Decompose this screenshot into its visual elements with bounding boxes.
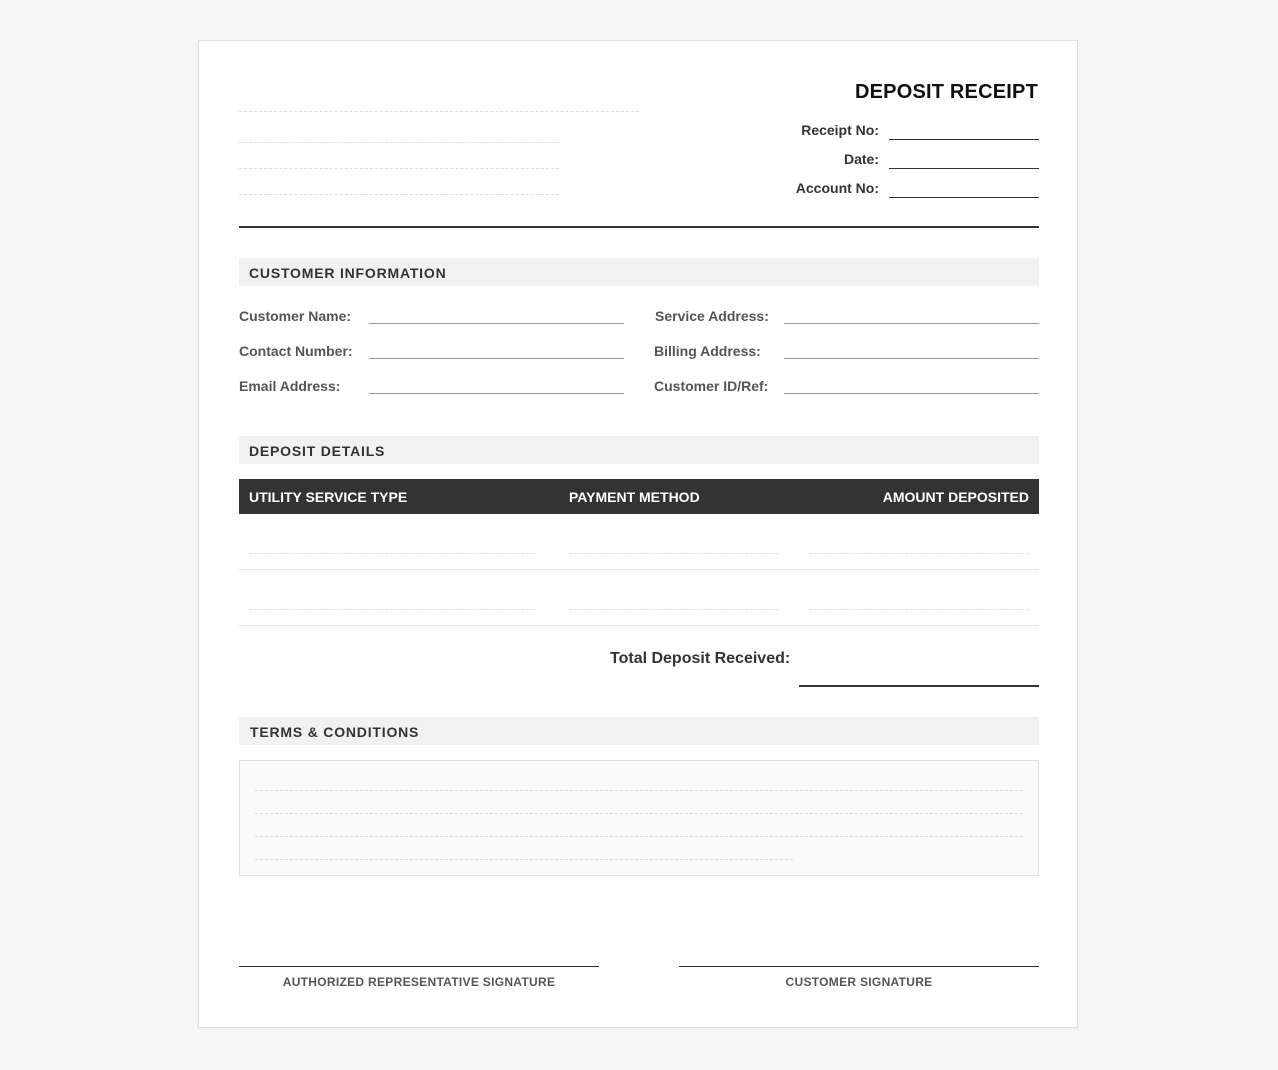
contact-number-field[interactable] xyxy=(369,358,624,359)
terms-text-area[interactable] xyxy=(239,760,1039,876)
table-row-divider xyxy=(239,569,1039,570)
customer-id-label: Customer ID/Ref: xyxy=(654,378,769,394)
customer-name-label: Customer Name: xyxy=(239,308,352,324)
customer-id-field[interactable] xyxy=(784,393,1039,394)
terms-heading-bar xyxy=(239,717,1039,745)
customer-info-heading-bar xyxy=(239,258,1039,286)
terms-line xyxy=(255,859,793,860)
date-label: Date: xyxy=(843,151,879,167)
row2-payment-method-field[interactable] xyxy=(569,609,778,610)
customer-signature-label: CUSTOMER SIGNATURE xyxy=(785,975,933,989)
email-address-field[interactable] xyxy=(369,393,624,394)
account-no-label: Account No: xyxy=(795,180,879,196)
company-name-line[interactable] xyxy=(239,111,639,112)
terms-line xyxy=(255,836,1023,837)
deposit-details-heading-bar xyxy=(239,436,1039,464)
total-deposit-field[interactable] xyxy=(799,685,1039,687)
col-utility-service-type: UTILITY SERVICE TYPE xyxy=(249,489,408,505)
billing-address-label: Billing Address: xyxy=(654,343,761,359)
customer-name-field[interactable] xyxy=(369,323,624,324)
total-deposit-label: Total Deposit Received: xyxy=(610,650,791,667)
row2-amount-field[interactable] xyxy=(809,609,1029,610)
receipt-page xyxy=(198,40,1078,1028)
account-no-field[interactable] xyxy=(889,197,1039,198)
company-city-line[interactable] xyxy=(239,168,559,169)
table-row-divider xyxy=(239,625,1039,626)
col-payment-method: PAYMENT METHOD xyxy=(569,489,700,505)
receipt-no-label: Receipt No: xyxy=(801,122,879,138)
col-amount-deposited: AMOUNT DEPOSITED xyxy=(882,489,1029,505)
terms-heading: TERMS & CONDITIONS xyxy=(250,724,420,740)
company-address-line[interactable] xyxy=(239,142,559,143)
row1-payment-method-field[interactable] xyxy=(569,553,778,554)
customer-signature-line[interactable] xyxy=(679,966,1039,967)
receipt-title: DEPOSIT RECEIPT xyxy=(854,81,1038,103)
contact-number-label: Contact Number: xyxy=(239,343,353,359)
terms-line xyxy=(255,813,1023,814)
header-divider xyxy=(239,226,1039,228)
row2-service-type-field[interactable] xyxy=(249,609,534,610)
service-address-field[interactable] xyxy=(784,323,1039,324)
customer-info-heading: CUSTOMER INFORMATION xyxy=(249,265,447,281)
terms-line xyxy=(255,790,1023,791)
service-address-label: Service Address: xyxy=(655,308,769,324)
email-address-label: Email Address: xyxy=(239,378,341,394)
deposit-table-header xyxy=(239,479,1039,514)
company-contact-line[interactable] xyxy=(239,194,559,195)
row1-amount-field[interactable] xyxy=(809,553,1029,554)
deposit-details-heading: DEPOSIT DETAILS xyxy=(249,443,386,459)
row1-service-type-field[interactable] xyxy=(249,553,534,554)
billing-address-field[interactable] xyxy=(784,358,1039,359)
representative-signature-label: AUTHORIZED REPRESENTATIVE SIGNATURE xyxy=(282,975,556,989)
date-field[interactable] xyxy=(889,168,1039,169)
representative-signature-line[interactable] xyxy=(239,966,599,967)
receipt-no-field[interactable] xyxy=(889,139,1039,140)
